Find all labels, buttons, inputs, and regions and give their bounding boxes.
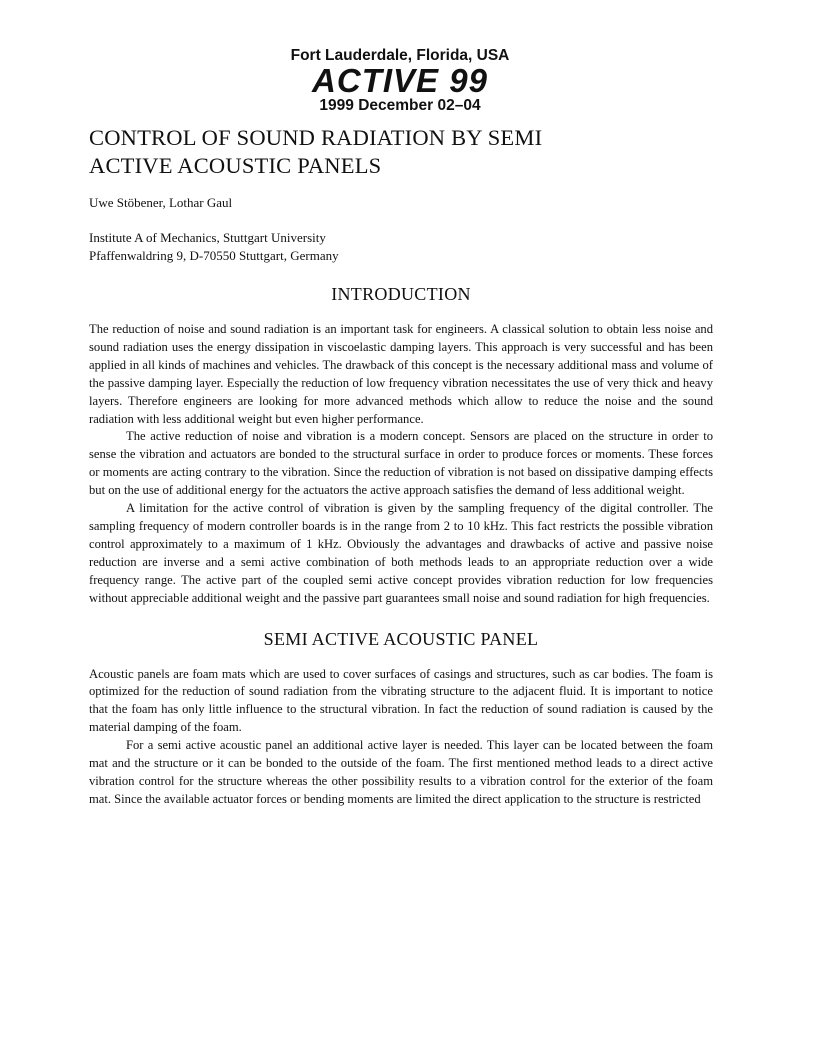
paper-title-line-2: ACTIVE ACOUSTIC PANELS (89, 153, 382, 178)
authors: Uwe Stöbener, Lothar Gaul (89, 195, 233, 210)
semi-active-paragraph-1: Acoustic panels are foam mats which are used to cover surfaces of casings and structures, such as car bodies. The foam is optimized for the reduction of sound radiation from the vibrating structure to the adjacent fluid. It is important to notice that the foam has only little influence to the structural vibration. In fact the reduction of sound radiation is caused by the material damping of the foam. (89, 666, 713, 735)
conference-location: Fort Lauderdale, Florida, USA (290, 47, 510, 64)
introduction-paragraph-2: The active reduction of noise and vibration is a modern concept. Sensors are placed on the structure in order to sense the vibration and actuators are bonded to the structural surface in order to produce forces or moments. These forces or moments are acting contrary to the vibration. Since the reduction of vibration is not based on dissipative damping effects but on the use of additional energy for the actuators the active approach satisfies the demand of less additional weight. (89, 429, 713, 498)
affiliation-line-1: Institute A of Mechanics, Stuttgart University (89, 230, 326, 245)
introduction-paragraph-1: The reduction of noise and sound radiation is an important task for engineers. A classical solution to obtain less noise and sound radiation uses the energy dissipation in viscoelastic damping layers. This approach is very successful and has been applied in all kinds of machines and vehicles. The drawback of this concept is the necessary additional mass and volume of the passive damping layer. Especially the reduction of low frequency vibration necessitates the use of very thick and heavy layers. Therefore engineers are looking for more advanced methods which allow to reduce the noise and the sound radiation with less additional weight but even higher performance. (89, 322, 713, 426)
conference-header (240, 46, 560, 115)
paper-title (89, 124, 713, 180)
paper-title-line-1: CONTROL OF SOUND RADIATION BY SEMI (89, 125, 543, 150)
semi-active-paragraph-2: For a semi active acoustic panel an additional active layer is needed. This layer can be located between the foam mat and the structure or it can be bonded to the outside of the foam. The first mentioned method leads to a direct active vibration control for the structure whereas the other possibility results to a vibration control for the exterior of the foam mat. Since the available actuator forces or bending moments are limited the direct application to the structure is restricted (89, 738, 713, 806)
introduction-paragraph-3: A limitation for the active control of vibration is given by the sampling frequency of the digital controller. The sampling frequency of modern controller boards is in the range from 2 to 10 kHz. This fact restricts the possible vibration control approximately to a maximum of 1 kHz. Obviously the advantages and drawbacks of active and passive noise reduction are inverse and a semi active combination of both methods leads to an appropriate reduction over a wide frequency range. The active part of the coupled semi active concept provides vibration reduction for low frequencies without appreciable additional weight and the passive part guarantees small noise and sound radiation for high frequencies. (89, 501, 713, 605)
affiliation (89, 229, 713, 265)
conference-name: ACTIVE 99 (312, 62, 488, 99)
introduction-heading: INTRODUCTION (331, 284, 471, 304)
paper-body (89, 124, 713, 809)
conference-dates: 1999 December 02–04 (319, 97, 481, 114)
semi-active-panel-heading: SEMI ACTIVE ACOUSTIC PANEL (263, 628, 539, 649)
affiliation-line-2: Pfaffenwaldring 9, D-70550 Stuttgart, Germany (89, 248, 339, 263)
